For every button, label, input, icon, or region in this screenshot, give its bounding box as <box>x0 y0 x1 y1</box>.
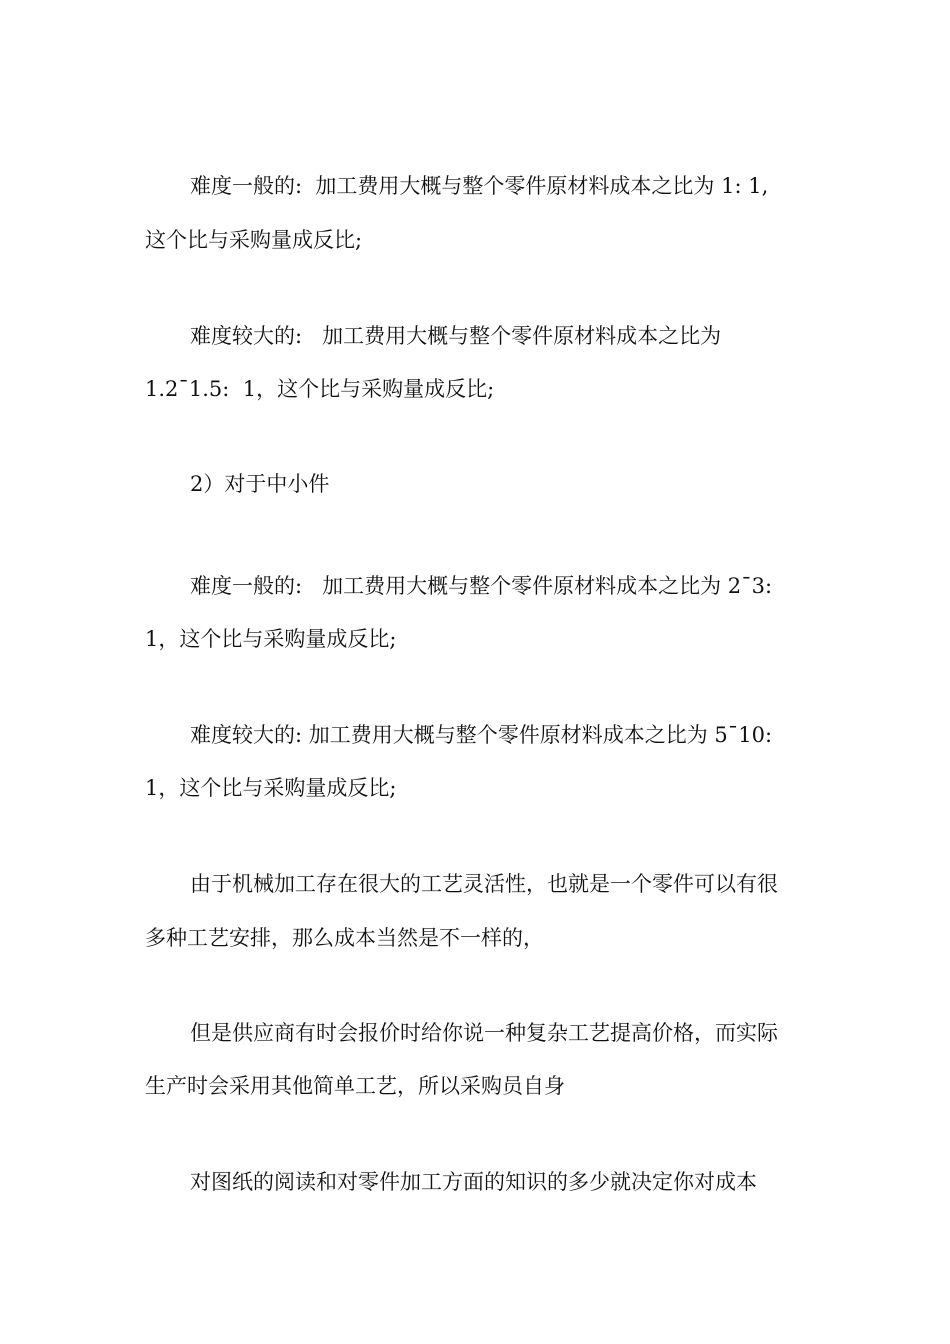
paragraph-1-line-2: 这个比与采购量成反比; <box>145 228 363 252</box>
paragraph-6-line-2: 生产时会采用其他简单工艺，所以采购员自身 <box>145 1074 565 1098</box>
paragraph-4-line-2: 1，这个比与采购量成反比; <box>145 776 397 800</box>
paragraph-3-line-1: 难度一般的: 加工费用大概与整个零件原材料成本之比为 2¯3: <box>190 574 773 598</box>
paragraph-2-line-2: 1.2¯1.5: 1，这个比与采购量成反比; <box>145 377 495 401</box>
paragraph-7-line-1: 对图纸的阅读和对零件加工方面的知识的多少就决定你对成本 <box>190 1170 757 1194</box>
paragraph-1-line-1: 难度一般的: 加工费用大概与整个零件原材料成本之比为 1: 1, <box>190 174 769 198</box>
paragraph-4-line-1: 难度较大的: 加工费用大概与整个零件原材料成本之比为 5¯10: <box>190 723 773 747</box>
section-heading: 2）对于中小件 <box>190 472 330 496</box>
paragraph-3-line-2: 1，这个比与采购量成反比; <box>145 627 397 651</box>
paragraph-5-line-1: 由于机械加工存在很大的工艺灵活性，也就是一个零件可以有很 <box>190 872 778 896</box>
paragraph-2-line-1: 难度较大的: 加工费用大概与整个零件原材料成本之比为 <box>190 324 722 348</box>
paragraph-5-line-2: 多种工艺安排，那么成本当然是不一样的， <box>145 926 544 950</box>
paragraph-6-line-1: 但是供应商有时会报价时给你说一种复杂工艺提高价格，而实际 <box>190 1021 778 1045</box>
